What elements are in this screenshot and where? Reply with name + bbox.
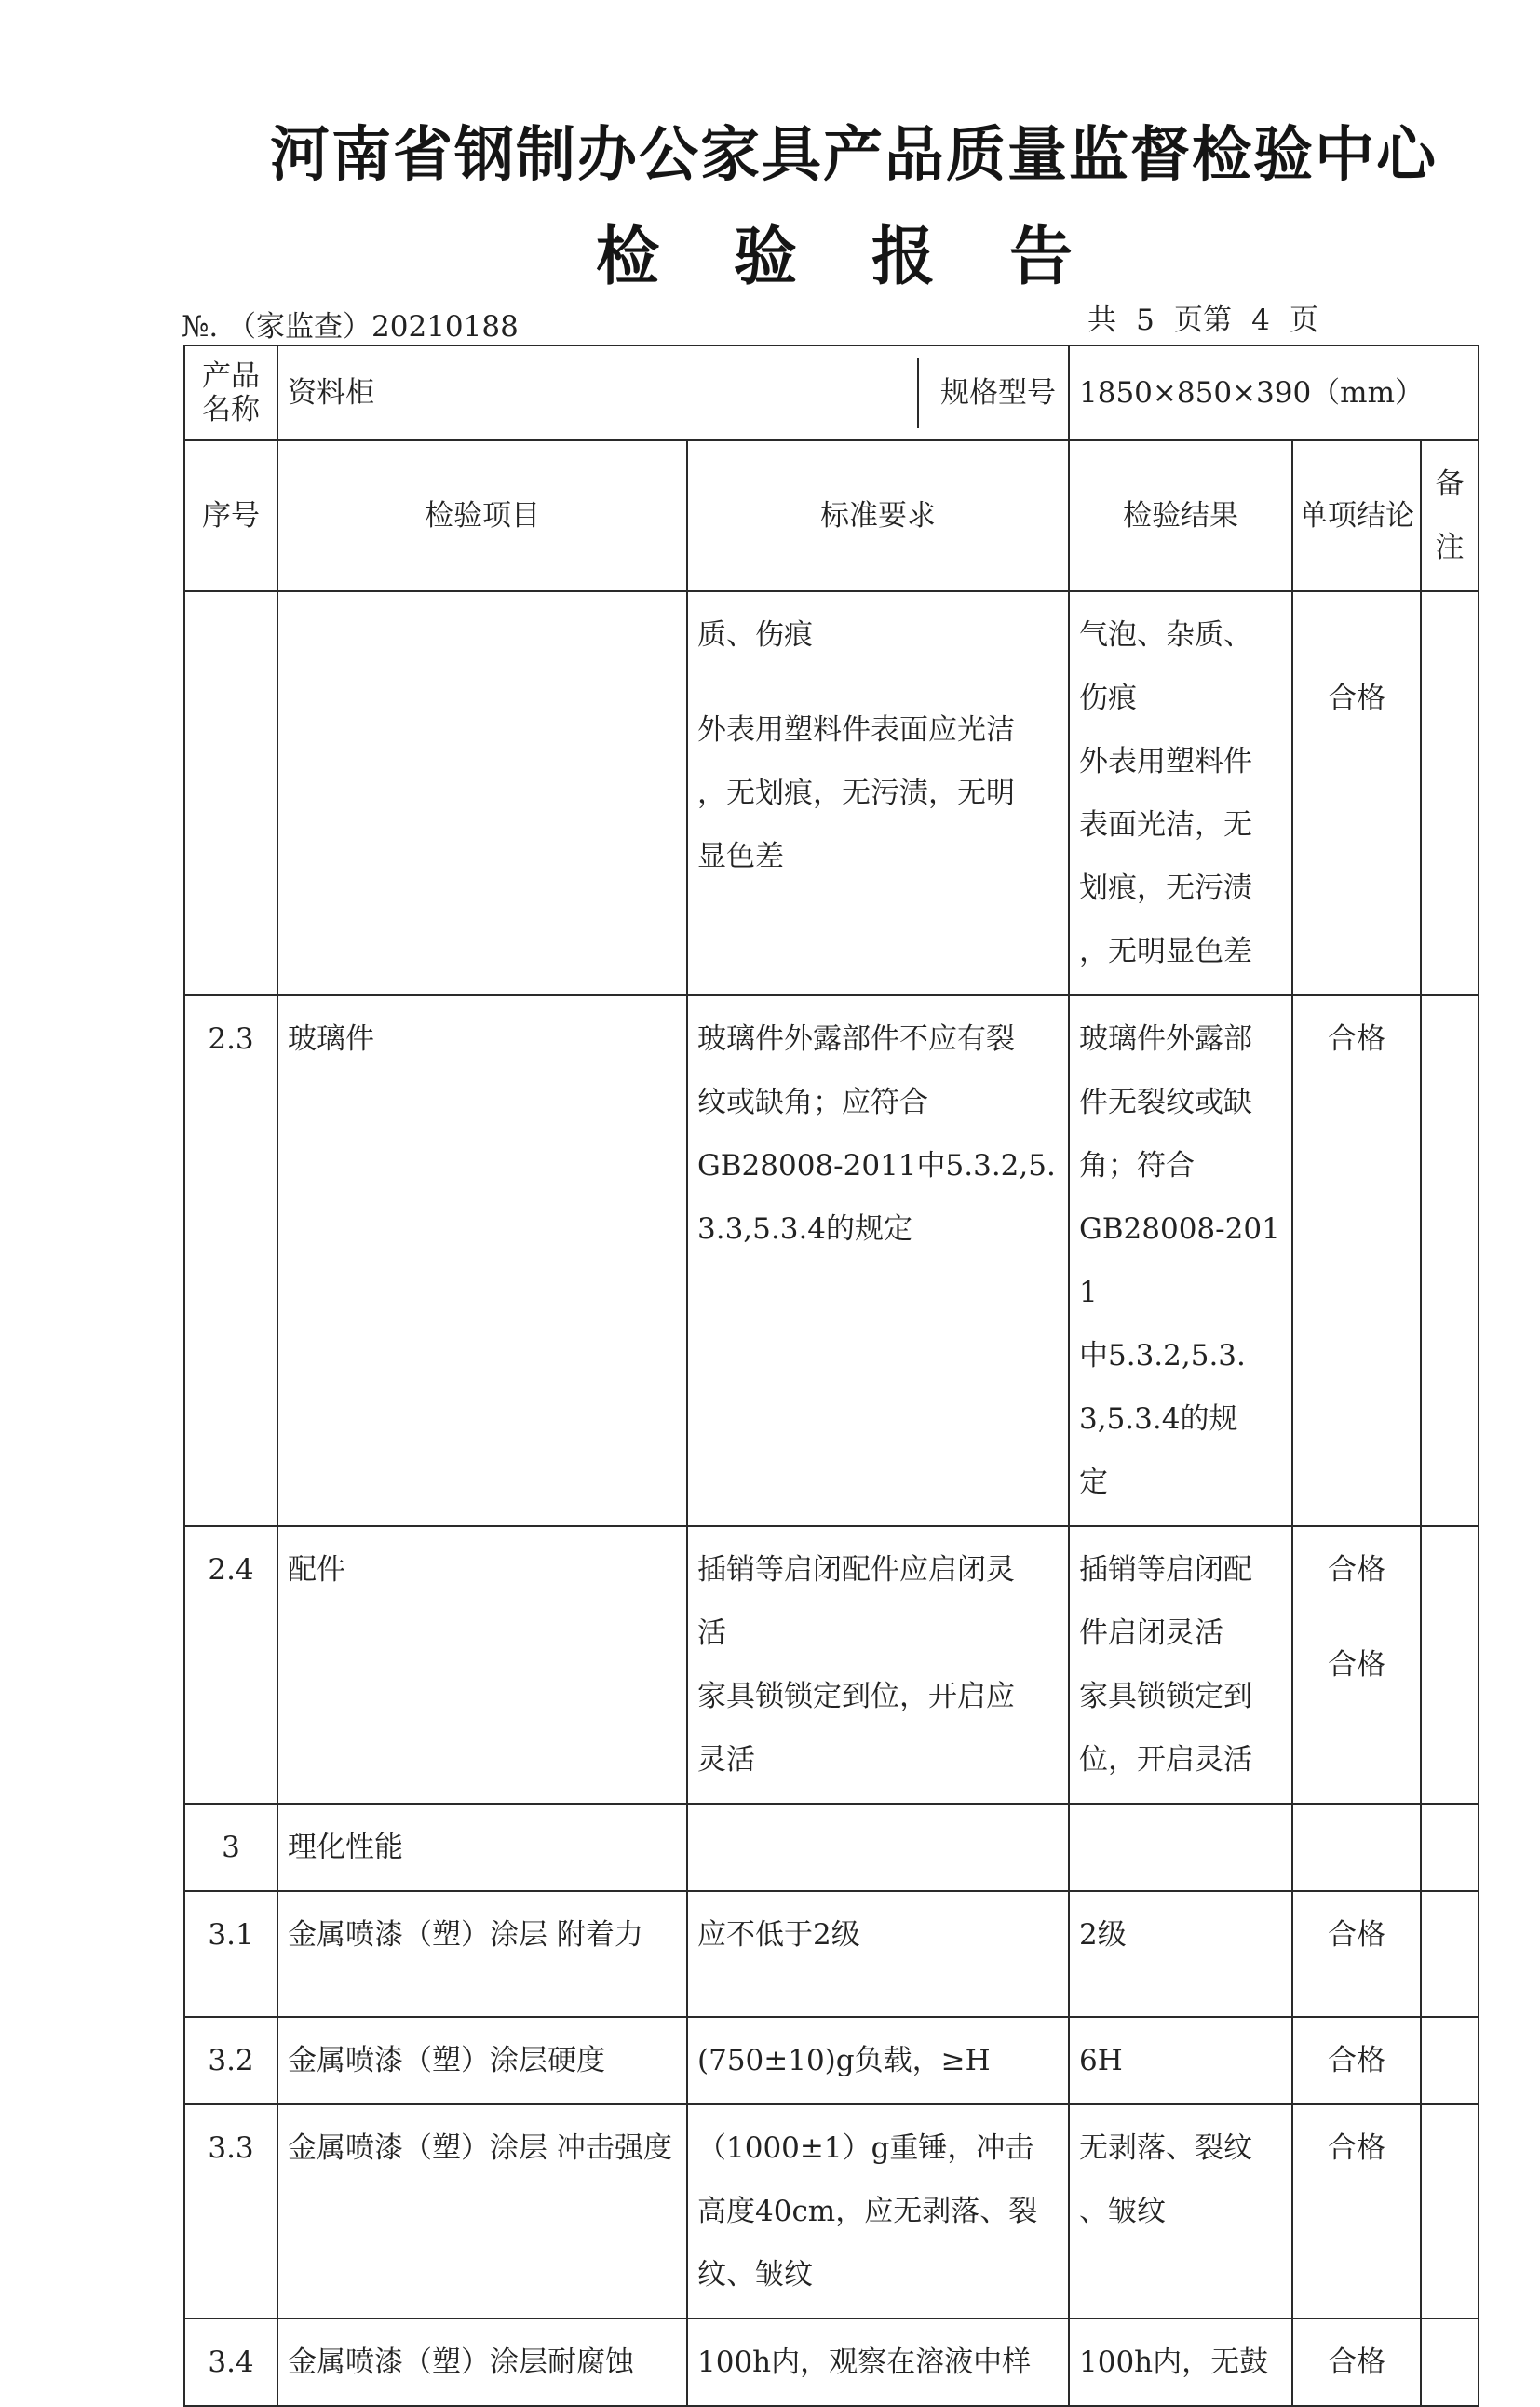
row-item: 配件 (277, 1526, 687, 1804)
table-row (184, 2319, 1479, 2406)
table-row (184, 995, 1479, 1526)
row-standard (687, 2017, 1069, 2104)
row-standard-line: GB28008-2011中5.3.2,5. (697, 1149, 1056, 1183)
product-name-label: 产品 名称 (184, 345, 277, 440)
table-body (184, 591, 1479, 2406)
row-standard (687, 2319, 1069, 2406)
row-seq: 2.4 (184, 1526, 277, 1804)
row-remark (1421, 591, 1479, 995)
report-number: №. （家监查）20210188 (182, 310, 519, 344)
row-remark (1421, 1804, 1479, 1891)
row-remark (1421, 2104, 1479, 2319)
report-title: 检验报告 (596, 220, 1148, 294)
row-result-line (1079, 1816, 1282, 1847)
row-conclusion-line: 合格 (1328, 1022, 1385, 1056)
row-seq: 3.3 (184, 2104, 277, 2319)
row-remark (1421, 995, 1479, 1526)
row-standard-line: (750±10)g负载，≥H (697, 2044, 991, 2077)
page-total: 5 (1136, 304, 1155, 337)
table-row (184, 2104, 1479, 2319)
table-row (184, 1891, 1479, 2017)
row-result (1069, 2319, 1292, 2406)
row-result-line: 玻璃件外露部 (1079, 1022, 1252, 1056)
row-seq: 3 (184, 1804, 277, 1891)
row-conclusion-line: 合格 (1328, 2346, 1385, 2379)
col-item: 检验项目 (277, 440, 687, 591)
row-standard-line: 插销等启闭配件应启闭灵 (697, 1553, 1015, 1587)
row-standard-line: 家具锁锁定到位，开启应 (697, 1680, 1015, 1713)
row-item: 理化性能 (277, 1804, 687, 1891)
row-conclusion (1292, 995, 1421, 1526)
row-seq: 3.2 (184, 2017, 277, 2104)
spec-value: 1850×850×390（mm） (1069, 345, 1479, 440)
column-header-row (184, 440, 1479, 591)
table-row (184, 1526, 1479, 1804)
row-standard-line: （1000±1）g重锤，冲击 (697, 2131, 1034, 2165)
row-standard (687, 1891, 1069, 2017)
page-info-prefix: 共 (1087, 304, 1116, 337)
row-remark (1421, 2319, 1479, 2406)
row-seq: 3.1 (184, 1891, 277, 2017)
row-conclusion-line: 合格 (1328, 1553, 1385, 1587)
row-seq (184, 591, 277, 995)
row-conclusion-line (1303, 635, 1411, 667)
row-item: 玻璃件 (277, 995, 687, 1526)
row-conclusion-line: 合格 (1328, 2044, 1385, 2077)
row-result-line: 定 (1079, 1466, 1108, 1499)
row-conclusion-line (1303, 1602, 1411, 1633)
row-standard-line: 显色差 (697, 840, 784, 873)
row-result-line: 件启闭灵活 (1079, 1616, 1223, 1650)
row-result-line: 家具锁锁定到 (1079, 1680, 1252, 1713)
row-standard-line: 活 (697, 1616, 726, 1650)
row-standard-line: 外表用塑料件表面应光洁 (697, 713, 1015, 747)
row-result-line: 件无裂纹或缺 (1079, 1086, 1252, 1119)
row-result-line: 划痕，无污渍 (1079, 872, 1252, 905)
row-conclusion-line: 合格 (1328, 1918, 1385, 1952)
row-conclusion (1292, 2319, 1421, 2406)
row-result-line: 插销等启闭配 (1079, 1553, 1252, 1587)
col-conclusion: 单项结论 (1292, 440, 1421, 591)
row-standard (687, 2104, 1069, 2319)
row-standard-line (697, 1816, 1059, 1847)
row-standard (687, 1804, 1069, 1891)
row-result-line: 中5.3.2,5.3. (1079, 1339, 1246, 1373)
row-standard-line: 质、伤痕 (697, 618, 813, 652)
row-result-line: 6H (1079, 2044, 1123, 2077)
row-result-line: 外表用塑料件 (1079, 745, 1252, 778)
row-standard-line: ，无划痕，无污渍，无明 (697, 777, 1015, 810)
row-conclusion-line (1303, 603, 1411, 635)
row-standard-line: 高度40cm，应无剥落、裂 (697, 2195, 1038, 2228)
row-item: 金属喷漆（塑）涂层耐腐蚀 (277, 2319, 687, 2406)
row-result-line: 、皱纹 (1079, 2195, 1166, 2228)
table-row (184, 591, 1479, 995)
row-result-line: 角；符合 (1079, 1149, 1195, 1183)
row-standard-line (697, 667, 1059, 698)
table-row (184, 2017, 1479, 2104)
product-row (184, 345, 1479, 440)
row-result-line: 位，开启灵活 (1079, 1743, 1252, 1777)
row-standard (687, 995, 1069, 1526)
row-result (1069, 591, 1292, 995)
row-result-line: 气泡、杂质、 (1079, 618, 1252, 652)
col-seq: 序号 (184, 440, 277, 591)
row-item: 金属喷漆（塑）涂层 冲击强度 (277, 2104, 687, 2319)
row-result (1069, 2017, 1292, 2104)
row-result-line: 表面光洁，无 (1079, 808, 1252, 842)
row-standard-line: 应不低于2级 (697, 1918, 860, 1952)
row-standard-line: 100h内，观察在溶液中样 (697, 2346, 1032, 2379)
col-result: 检验结果 (1069, 440, 1292, 591)
row-conclusion (1292, 2017, 1421, 2104)
row-result-line: ，无明显色差 (1079, 935, 1252, 968)
row-result-line: 无剥落、裂纹 (1079, 2131, 1252, 2165)
spec-label: 规格型号 (917, 358, 1068, 428)
product-name: 资料柜 (288, 376, 374, 410)
page-info-suffix: 页 (1290, 304, 1318, 337)
org-title: 河南省钢制办公家具产品质量监督检验中心 (270, 120, 1438, 190)
row-conclusion-line: 合格 (1328, 1648, 1385, 1682)
row-standard (687, 1526, 1069, 1804)
row-result-line: 100h内，无鼓 (1079, 2346, 1269, 2379)
col-standard: 标准要求 (687, 440, 1069, 591)
row-result-line: GB28008-2011 (1079, 1212, 1280, 1309)
inspection-table (183, 345, 1479, 2407)
row-conclusion-line (1303, 1816, 1411, 1847)
row-result-line: 2级 (1079, 1918, 1127, 1952)
table-row (184, 1804, 1479, 1891)
page-info-mid: 页第 (1174, 304, 1232, 337)
row-result (1069, 1804, 1292, 1891)
row-result (1069, 1526, 1292, 1804)
row-seq: 3.4 (184, 2319, 277, 2406)
page-current: 4 (1251, 304, 1270, 337)
row-conclusion (1292, 2104, 1421, 2319)
row-remark (1421, 1891, 1479, 2017)
product-name-value (277, 345, 1069, 440)
row-conclusion-line: 合格 (1328, 2131, 1385, 2165)
row-conclusion-line: 合格 (1328, 682, 1385, 715)
row-result-line: 3,5.3.4的规 (1079, 1402, 1238, 1436)
row-standard (687, 591, 1069, 995)
row-conclusion (1292, 1891, 1421, 2017)
row-result (1069, 2104, 1292, 2319)
row-standard-line: 纹、皱纹 (697, 2258, 813, 2292)
row-standard-line: 玻璃件外露部件不应有裂 (697, 1022, 1015, 1056)
row-remark (1421, 1526, 1479, 1804)
row-standard-line: 灵活 (697, 1743, 755, 1777)
row-item: 金属喷漆（塑）涂层 附着力 (277, 1891, 687, 2017)
row-seq: 2.3 (184, 995, 277, 1526)
row-standard-line: 纹或缺角；应符合 (697, 1086, 928, 1119)
row-result-line: 伤痕 (1079, 682, 1137, 715)
row-standard-line: 3.3,5.3.4的规定 (697, 1212, 913, 1246)
row-remark (1421, 2017, 1479, 2104)
row-conclusion (1292, 1804, 1421, 1891)
row-item (277, 591, 687, 995)
row-result (1069, 1891, 1292, 2017)
page-info (1087, 296, 1318, 338)
col-remark: 备注 (1421, 440, 1479, 591)
row-result (1069, 995, 1292, 1526)
row-conclusion (1292, 591, 1421, 995)
row-conclusion (1292, 1526, 1421, 1804)
row-item: 金属喷漆（塑）涂层硬度 (277, 2017, 687, 2104)
